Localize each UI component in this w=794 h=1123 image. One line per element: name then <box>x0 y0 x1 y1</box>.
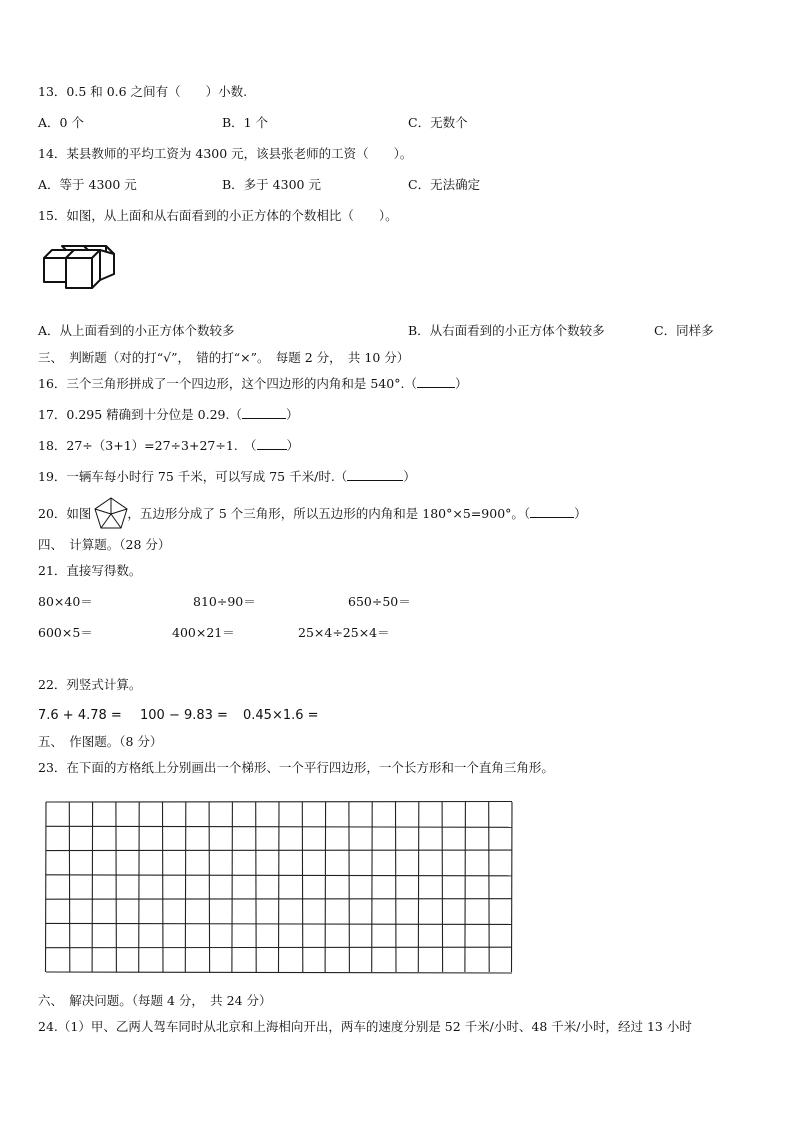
q16-answer-blank[interactable] <box>417 376 455 388</box>
q21-r1-item1: 80×40＝ <box>38 594 93 609</box>
grid-line-vertical <box>209 802 210 972</box>
q17 <box>38 407 298 423</box>
grid-line-vertical <box>279 802 280 972</box>
q21-r1-item2: 810÷90＝ <box>193 594 256 609</box>
q14-option-a: A．等于 4300 元 <box>38 177 137 192</box>
q16-text: 16．三个三角形拼成了一个四边形，这个四边形的内角和是 540°.（ <box>38 376 417 391</box>
section-5-title: 五、 作图题。（8 分） <box>38 734 163 749</box>
grid-line-vertical <box>185 802 186 972</box>
q23-stem: 23．在下面的方格纸上分别画出一个梯形、一个平行四边形，一个长方形和一个直角三角形。 <box>38 760 554 775</box>
q22-stem: 22．列竖式计算。 <box>38 677 142 692</box>
q24-stem: 24.（1）甲、乙两人驾车同时从北京和上海相向开出，两车的速度分别是 52 千米/小时、48 千米/小时，经过 13 小时 <box>38 1019 692 1034</box>
q18 <box>38 438 299 454</box>
grid-line-vertical <box>349 802 350 972</box>
q21-r2-item2: 400×21＝ <box>172 625 235 640</box>
q14-stem: 14．某县教师的平均工资为 4300 元，该县张老师的工资（ ）。 <box>38 146 413 161</box>
grid-line-vertical <box>69 802 70 972</box>
q13-option-b: B．1 个 <box>222 115 269 130</box>
grid-line-horizontal <box>46 802 512 803</box>
grid-line-vertical <box>325 802 326 972</box>
q21-stem: 21．直接写得数。 <box>38 563 142 578</box>
q20-prefix: 20．如图 <box>38 506 92 521</box>
q15-option-a: A．从上面看到的小正方体个数较多 <box>38 323 235 338</box>
section-6-title: 六、 解决问题。（每题 4 分， 共 24 分） <box>38 993 272 1008</box>
q15-option-b: B．从右面看到的小正方体个数较多 <box>408 323 605 338</box>
q13-stem: 13．0.5 和 0.6 之间有（ ）小数. <box>38 84 248 99</box>
q22-item1: 7.6 + 4.78 = <box>38 708 122 723</box>
grid-line-horizontal <box>46 899 512 900</box>
q14-option-b: B．多于 4300 元 <box>222 177 321 192</box>
q14-option-c: C．无法确定 <box>408 177 481 192</box>
graph-paper-grid[interactable] <box>46 802 512 972</box>
q16-close: ） <box>454 376 468 391</box>
q15-option-c: C．同样多 <box>654 323 714 338</box>
q18-close: ） <box>286 438 300 453</box>
q18-text: 18．27÷（3+1）=27÷3+27÷1. （ <box>38 438 257 453</box>
q19 <box>38 469 416 485</box>
q20-text: ，五边形分成了 5 个三角形，所以五边形的内角和是 180°×5=900°。（ <box>127 506 531 521</box>
grid-line-vertical <box>46 802 47 972</box>
q20-close: ） <box>574 506 587 521</box>
q17-text: 17．0.295 精确到十分位是 0.29.（ <box>38 407 242 422</box>
q17-close: ） <box>285 407 299 422</box>
grid-line-vertical <box>92 802 93 972</box>
q22-item3: 0.45×1.6 = <box>243 708 319 723</box>
cube-stack-figure <box>44 244 114 302</box>
q18-answer-blank[interactable] <box>257 438 287 450</box>
q20-answer-blank[interactable] <box>530 506 574 518</box>
grid-line-horizontal <box>46 850 512 851</box>
q13-option-c: C．无数个 <box>408 115 468 130</box>
q15-stem: 15．如图，从上面和从右面看到的小正方体的个数相比（ ）。 <box>38 208 398 223</box>
pentagon-figure <box>94 497 128 529</box>
grid-line-horizontal <box>46 972 512 973</box>
section-4-title: 四、 计算题。（28 分） <box>38 537 171 552</box>
q21-r2-item3: 25×4÷25×4＝ <box>298 625 390 640</box>
q19-answer-blank[interactable] <box>347 469 403 481</box>
q19-close: ） <box>403 469 416 484</box>
grid-line-vertical <box>163 802 164 972</box>
q19-text: 19．一辆车每小时行 75 千米，可以写成 75 千米/时.（ <box>38 469 348 484</box>
grid-line-vertical <box>302 802 303 972</box>
grid-line-horizontal <box>46 947 512 948</box>
q17-answer-blank[interactable] <box>242 407 286 419</box>
q13-option-a: A．0 个 <box>38 115 84 130</box>
q21-r1-item3: 650÷50＝ <box>348 594 411 609</box>
grid-line-vertical <box>256 802 257 972</box>
q21-r2-item1: 600×5＝ <box>38 625 93 640</box>
q16 <box>38 376 467 392</box>
grid-line-vertical <box>232 802 233 972</box>
grid-line-vertical <box>116 802 117 972</box>
section-3-title: 三、 判断题（对的打“√”， 错的打“×”。 每题 2 分， 共 10 分） <box>38 350 410 365</box>
q22-item2: 100 − 9.83 = <box>140 708 228 723</box>
grid-line-vertical <box>139 802 140 972</box>
